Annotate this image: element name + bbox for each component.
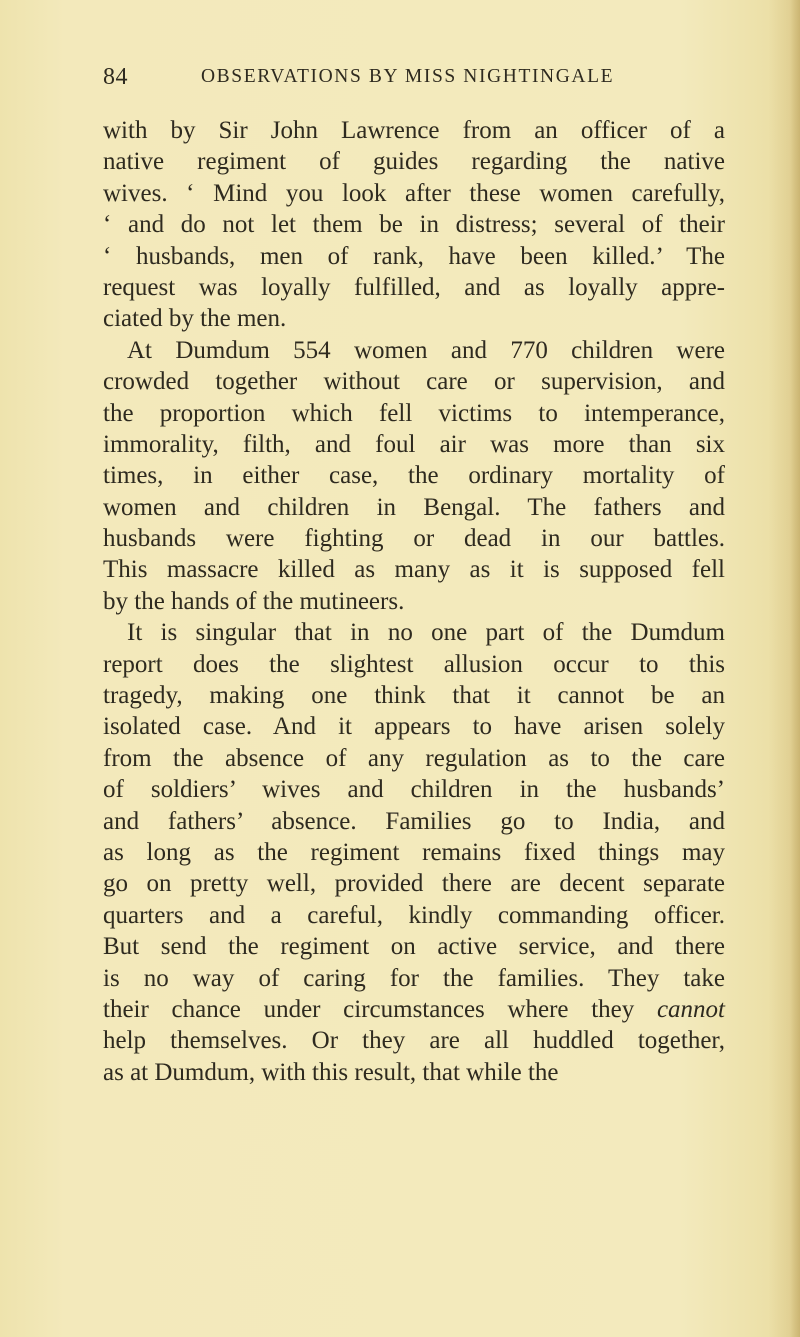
text-line: quarters and a careful, kindly commanding officer.: [103, 901, 725, 929]
text-line: as long as the regiment remains fixed things may: [103, 838, 725, 866]
text-line: the proportion which fell victims to intemperance,: [103, 399, 725, 427]
text-line: This massacre killed as many as it is supposed fell: [103, 556, 725, 584]
text-line: go on pretty well, provided there are decent separate: [103, 870, 725, 898]
paragraph-1: [103, 115, 725, 335]
text-line: request was loyally fulfilled, and as loyally appre-: [103, 273, 725, 301]
text-line: It is singular that in no one part of the Dumdum: [127, 619, 725, 647]
text-line: ‘ husbands, men of rank, have been killed.’ The: [103, 242, 725, 270]
text-line: is no way of caring for the families. They take: [103, 964, 725, 992]
text-line: immorality, filth, and foul air was more than six: [103, 430, 725, 458]
text-line: ciated by the men.: [103, 305, 287, 333]
running-head: [103, 64, 725, 94]
text-line: isolated case. And it appears to have arisen solely: [103, 713, 725, 741]
text-line: times, in either case, the ordinary mortality of: [103, 462, 725, 490]
text-line: and fathers’ absence. Families go to India, and: [103, 807, 725, 835]
running-head-title: OBSERVATIONS BY MISS NIGHTINGALE: [201, 66, 615, 87]
text-line: report does the slightest allusion occur to this: [103, 650, 725, 678]
text-line: by the hands of the mutineers.: [103, 587, 405, 615]
text-line: ‘ and do not let them be in distress; several of their: [103, 211, 725, 239]
paragraph-3: [103, 617, 725, 1088]
text-line: from the absence of any regulation as to the care: [103, 744, 725, 772]
page-number: 84: [103, 64, 128, 90]
text-line: as at Dumdum, with this result, that while the: [103, 1058, 559, 1086]
text-line: wives. ‘ Mind you look after these women carefully,: [103, 179, 725, 207]
text-line: At Dumdum 554 women and 770 children were: [127, 336, 725, 364]
text-line: tragedy, making one think that it cannot be an: [103, 682, 725, 710]
text-line: of soldiers’ wives and children in the husbands’: [103, 776, 725, 804]
page-edge-shadow: [790, 0, 800, 1337]
text-line: native regiment of guides regarding the native: [103, 148, 725, 176]
text-line: husbands were fighting or dead in our battles.: [103, 525, 725, 553]
text-line: But send the regiment on active service, and there: [103, 933, 725, 961]
body-text: [103, 115, 725, 1088]
text-line-with-italic: [103, 994, 725, 1025]
paragraph-2: [103, 335, 725, 618]
text-line: with by Sir John Lawrence from an officer of a: [103, 117, 725, 144]
text-fragment: their chance under circumstances where they: [103, 995, 657, 1023]
text-line: crowded together without care or supervision, and: [103, 368, 725, 396]
text-line: women and children in Bengal. The fathers and: [103, 493, 725, 521]
italic-word: cannot: [656, 995, 725, 1023]
text-line: help themselves. Or they are all huddled together,: [103, 1027, 725, 1055]
